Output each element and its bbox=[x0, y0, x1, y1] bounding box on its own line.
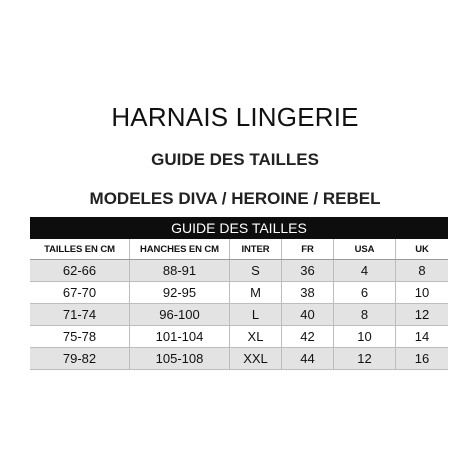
table-cell: 12 bbox=[334, 348, 396, 369]
column-header-hips: HANCHES EN CM bbox=[130, 239, 230, 259]
table-cell: 42 bbox=[282, 326, 334, 347]
table-cell: 38 bbox=[282, 282, 334, 303]
table-cell: S bbox=[230, 260, 282, 281]
table-cell: 36 bbox=[282, 260, 334, 281]
table-cell: 79-82 bbox=[30, 348, 130, 369]
table-column-headers bbox=[30, 239, 448, 260]
table-cell: 14 bbox=[414, 329, 430, 344]
models-line: MODELES DIVA / HEROINE / REBEL bbox=[89, 189, 381, 208]
column-header-fr: FR bbox=[282, 239, 334, 259]
table-cell: 71-74 bbox=[30, 304, 130, 325]
table-cell: 96-100 bbox=[130, 304, 230, 325]
table-cell: 10 bbox=[334, 326, 396, 347]
table-cell: 92-95 bbox=[130, 282, 230, 303]
table-cell: XL bbox=[230, 326, 282, 347]
column-header-inter: INTER bbox=[230, 239, 282, 259]
page-subtitle: GUIDE DES TAILLES bbox=[151, 150, 319, 169]
table-row bbox=[30, 348, 448, 370]
table-cell: 105-108 bbox=[130, 348, 230, 369]
table-cell: M bbox=[230, 282, 282, 303]
table-cell: 75-78 bbox=[30, 326, 130, 347]
table-row bbox=[30, 304, 448, 326]
table-cell: 8 bbox=[334, 304, 396, 325]
column-header-waist: TAILLES EN CM bbox=[30, 239, 130, 259]
table-cell: 4 bbox=[334, 260, 396, 281]
column-header-usa: USA bbox=[334, 239, 396, 259]
table-row bbox=[30, 260, 448, 282]
table-cell: 44 bbox=[282, 348, 334, 369]
table-cell: 62-66 bbox=[30, 260, 130, 281]
column-header-uk: UK bbox=[415, 243, 429, 255]
size-guide-table bbox=[30, 217, 448, 370]
table-row bbox=[30, 326, 448, 348]
page-title: HARNAIS LINGERIE bbox=[111, 102, 359, 132]
table-cell: XXL bbox=[230, 348, 282, 369]
table-cell: 40 bbox=[282, 304, 334, 325]
table-cell: 12 bbox=[414, 307, 430, 322]
table-cell: 67-70 bbox=[30, 282, 130, 303]
table-cell: 6 bbox=[334, 282, 396, 303]
table-header: GUIDE DES TAILLES bbox=[30, 217, 448, 239]
table-cell: 8 bbox=[418, 263, 426, 278]
table-cell: L bbox=[230, 304, 282, 325]
table-cell: 10 bbox=[414, 285, 430, 300]
table-row bbox=[30, 282, 448, 304]
table-cell: 16 bbox=[414, 351, 430, 366]
table-cell: 88-91 bbox=[130, 260, 230, 281]
table-cell: 101-104 bbox=[130, 326, 230, 347]
